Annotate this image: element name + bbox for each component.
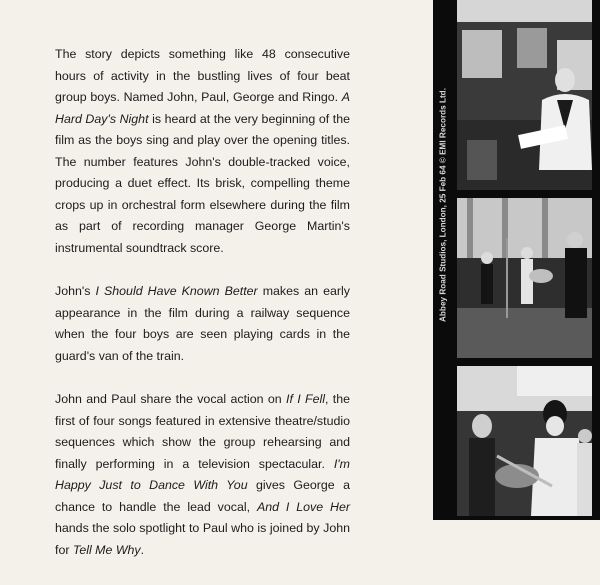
photo-caption xyxy=(433,40,453,370)
text-run: , the first of four songs featured in extensive theatre/studio sequences which show the group rehearsing and finally performing in a television spectacular. xyxy=(55,392,350,471)
paragraph-2 xyxy=(55,281,350,367)
text-run: is heard at the very beginning of the film as the boys sing and play over the opening titles. The number features John's double-tracked voice, producing a duet effect. Its brisk, compelling theme crops up in orchestral form elsewhere during the film as part of recording manager George Martin's instrumental soundtrack score. xyxy=(55,111,351,255)
text-run: makes an early appearance in the film during a railway sequence when the four boys are seen playing cards in the guard's van of the train. xyxy=(55,284,350,363)
song-title: A Hard Day's Night xyxy=(55,90,350,126)
photo-film-strip xyxy=(433,0,600,520)
studio-photo-group-recording xyxy=(457,198,592,358)
studio-photo-man-with-papers xyxy=(457,0,592,190)
studio-photo-guitarists-closeup xyxy=(457,366,592,516)
text-run: John's xyxy=(55,284,96,298)
paragraph-3 xyxy=(55,389,350,561)
text-run: The story depicts something like 48 consecutive hours of activity in the bustling lives of four beat group boys. Named John, Paul, George and Ringo. xyxy=(55,47,350,104)
liner-notes-text xyxy=(55,44,350,583)
song-title: I Should Have Known Better xyxy=(95,284,258,298)
paragraph-1 xyxy=(55,44,350,259)
song-title: Tell Me Why xyxy=(72,542,141,557)
song-title: I'm Happy Just to Dance With You xyxy=(55,456,350,492)
text-run: gives George a chance to handle the lead vocal, xyxy=(55,478,350,514)
song-title: If I Fell xyxy=(286,392,325,406)
text-run: hands the solo spotlight to Paul who is joined by John for xyxy=(55,521,350,557)
photo-caption-text: Abbey Road Studios, London, 25 Feb 64 © EMI Records Ltd. xyxy=(438,88,448,322)
text-run: . xyxy=(140,542,145,557)
song-title: And I Love Her xyxy=(256,499,350,514)
text-run: John and Paul share the vocal action on xyxy=(55,392,287,406)
